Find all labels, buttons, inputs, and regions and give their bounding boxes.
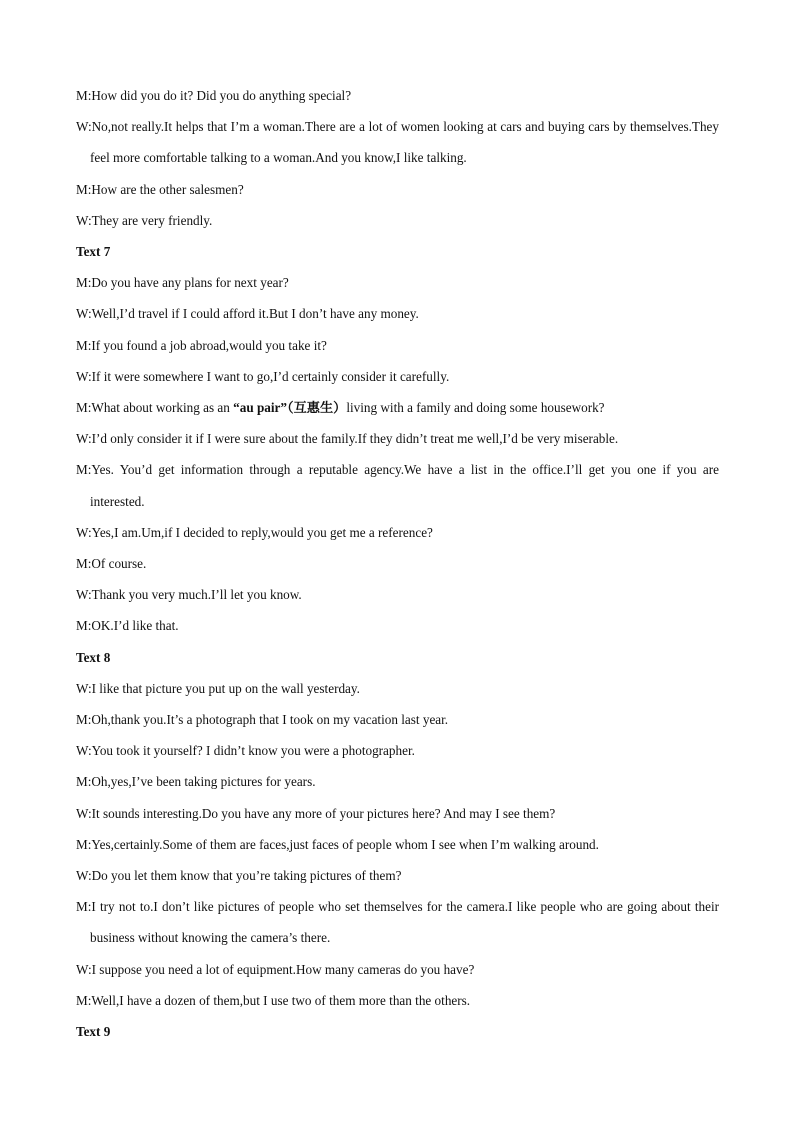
au-pair-term: au pair [239, 400, 281, 416]
dialogue-line: W:Yes,I am.Um,if I decided to reply,would you get me a reference? [76, 524, 433, 540]
dialogue-line: M:If you found a job abroad,would you take it? [76, 337, 327, 353]
au-pair-before: M:What about working as an [76, 400, 234, 416]
dialogue-line: M:Well,I have a dozen of them,but I use two of them more than the others. [76, 992, 471, 1008]
dialogue-line: W:If it were somewhere I want to go,I’d certainly consider it carefully. [76, 368, 450, 384]
dialogue-line: M:Oh,thank you.It’s a photograph that I took on my vacation last year. [76, 712, 449, 728]
au-pair-quote-open: “ [233, 400, 240, 416]
dialogue-line: W:I’d only consider it if I were sure about the family.If they didn’t treat me well,I’d be very miserable. [76, 431, 619, 447]
au-pair-gloss: （互惠生） [286, 400, 347, 416]
au-pair-quote-close: ” [280, 400, 287, 416]
dialogue-line: W:Do you let them know that you’re taking pictures of them? [76, 868, 402, 884]
dialogue-line: M:I try not to.I don’t like pictures of people who set themselves for the camera.I like people who are going about their business without knowing the camera’s there. [76, 899, 719, 946]
dialogue-line: M:Yes. You’d get information through a reputable agency.We have a list in the office.I’ll get you one if you are interested. [76, 462, 719, 509]
dialogue-line: M:Oh,yes,I’ve been taking pictures for years. [76, 774, 316, 790]
dialogue-line: M:Do you have any plans for next year? [76, 275, 289, 291]
dialogue-line: M:Of course. [76, 556, 147, 572]
dialogue-line: W:I suppose you need a lot of equipment.How many cameras do you have? [76, 961, 475, 977]
dialogue-line: W:They are very friendly. [76, 212, 213, 228]
section-heading: Text 7 [76, 244, 111, 260]
dialogue-line: W:No,not really.It helps that I’m a woman.There are a lot of women looking at cars and buying cars by themselves.They feel more comfortable talking to a woman.And you know,I like talking. [76, 119, 719, 166]
document-page [76, 80, 719, 1047]
dialogue-line: M:How did you do it? Did you do anything special? [76, 88, 352, 103]
section-heading: Text 9 [76, 1024, 111, 1040]
section-heading: Text 8 [76, 649, 111, 665]
dialogue-line: W:It sounds interesting.Do you have any more of your pictures here? And may I see them? [76, 805, 556, 821]
au-pair-after: living with a family and doing some housework? [346, 400, 605, 416]
dialogue-line-au-pair [76, 392, 719, 423]
dialogue-line: M:How are the other salesmen? [76, 181, 244, 197]
dialogue-line: W:You took it yourself? I didn’t know you were a photographer. [76, 743, 415, 759]
dialogue-line: M:OK.I’d like that. [76, 618, 179, 634]
dialogue-line: M:Yes,certainly.Some of them are faces,just faces of people whom I see when I’m walking around. [76, 836, 599, 852]
dialogue-line: W:Well,I’d travel if I could afford it.But I don’t have any money. [76, 306, 419, 322]
dialogue-line: W:Thank you very much.I’ll let you know. [76, 587, 302, 603]
dialogue-line: W:I like that picture you put up on the wall yesterday. [76, 680, 360, 696]
